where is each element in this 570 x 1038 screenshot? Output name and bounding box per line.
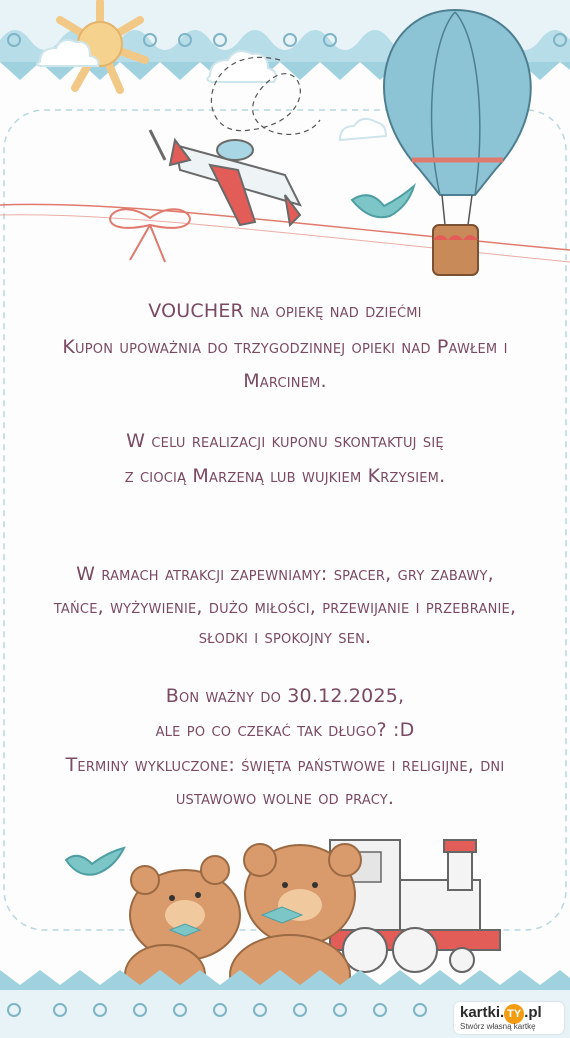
ribbon-line [0,204,570,250]
brand-tagline: Stwórz własną kartkę [460,1022,536,1031]
bird-icon-bottom [66,848,124,875]
attractions-line: słodki i spokojny sen. [198,626,372,648]
contact-line: z ciocią Marzeną lub wujkiem Krzysiem. [124,465,446,487]
exclusions-line: ustawowo wolne od pracy. [175,787,395,809]
contact-line: W celu realizacji kuponu skontaktuj się [126,430,444,452]
teddy-bear-icon [125,856,240,1005]
ribbon-bow-icon [110,209,190,262]
attractions-line: tańce, wyżywienie, dużo miłości, przewijanie i przebranie, [53,596,517,618]
validity-line: Bon ważny do 30.12.2025, [165,685,405,707]
validity-line: ale po co czekać tak długo? :D [155,719,415,741]
voucher-title: VOUCHER na opiekę nad dziećmi [148,300,422,322]
hot-air-balloon-icon [384,10,531,275]
voucher-line: Marcinem. [243,370,327,392]
kartki-logo[interactable] [454,1002,564,1034]
exclusions-line: Terminy wykluczone: święta państwowe i religijne, dni [65,754,505,776]
brand-name: kartki. TY .pl [460,1004,542,1024]
voucher-line: Kupon upoważnia do trzygodzinnej opieki nad Pawłem i [62,336,508,358]
bird-icon [352,186,414,217]
attractions-line: W ramach atrakcji zapewniamy: spacer, gry zabawy, [76,563,494,585]
